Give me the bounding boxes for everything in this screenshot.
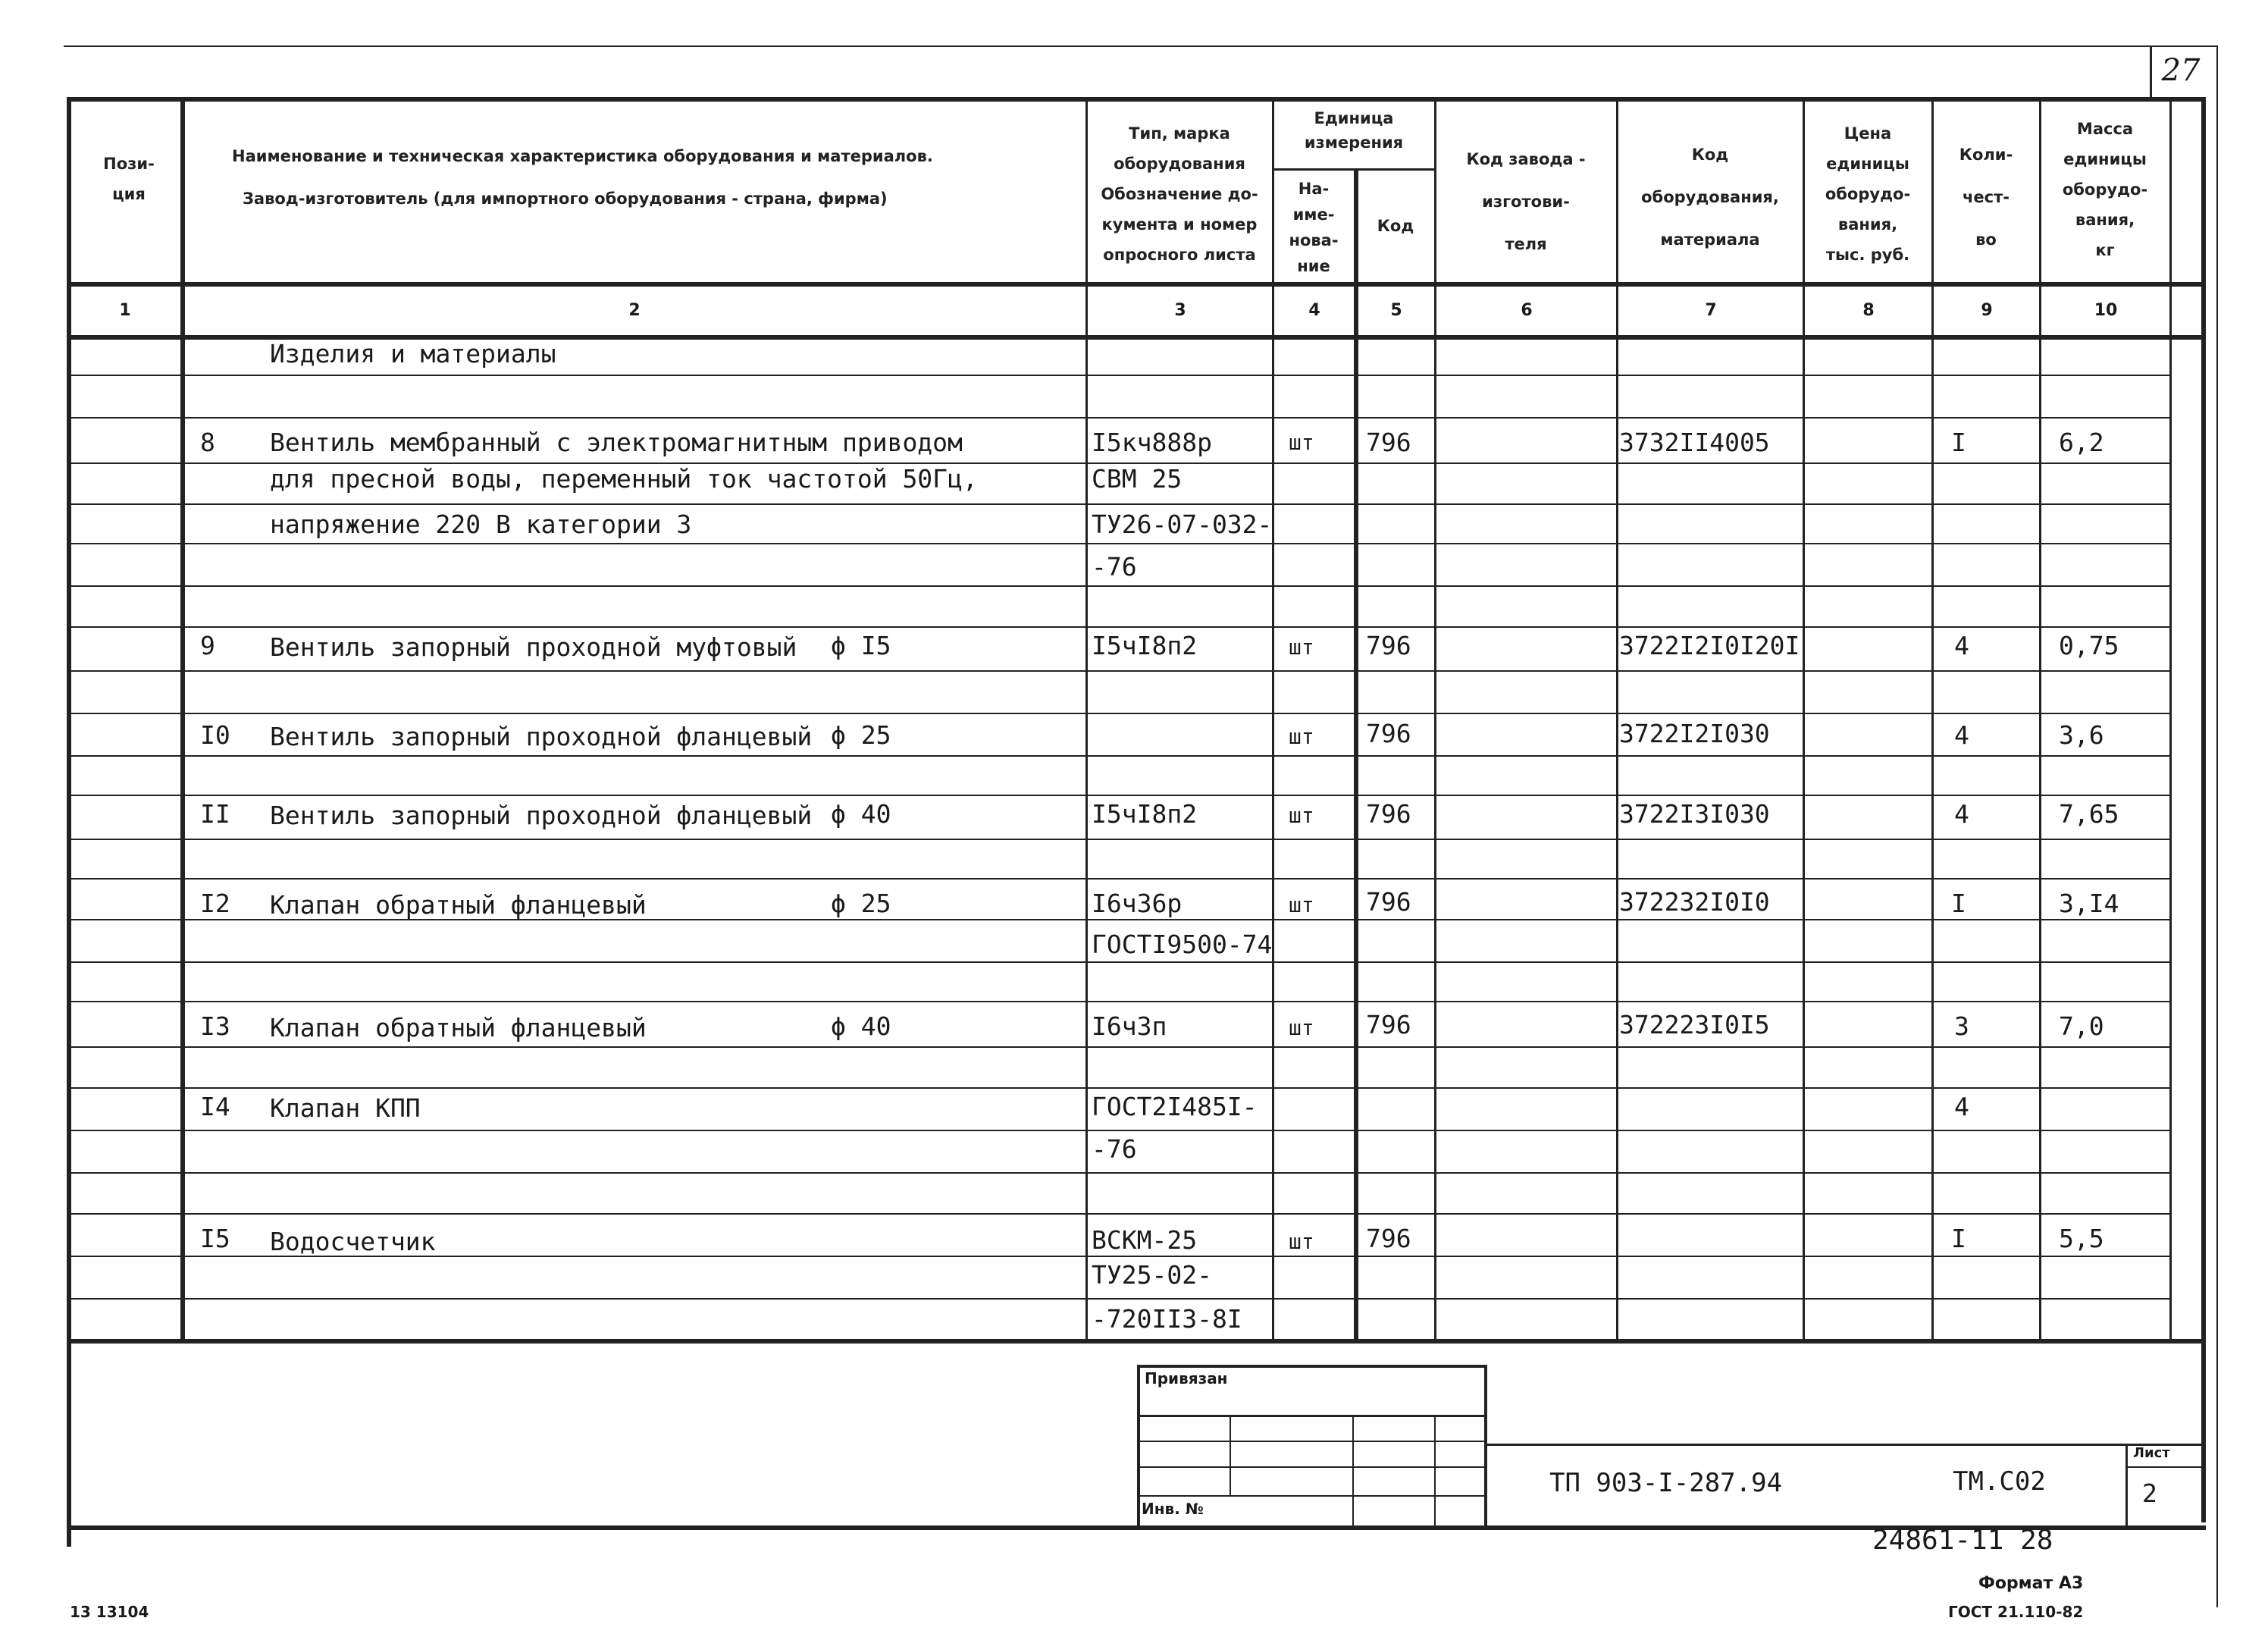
table-bottom-line <box>70 1339 2201 1344</box>
row-line <box>70 417 2169 419</box>
table-row-name: Водосчетчик <box>270 1227 436 1256</box>
sheet-code: ТМ.С02 <box>1953 1466 2046 1497</box>
colnum-10: 10 <box>2094 301 2118 320</box>
table-row-type: ГОСТ2I485I- <box>1092 1092 1258 1121</box>
stamp-privyazan: Привязан <box>1145 1369 1228 1387</box>
list-number: 2 <box>2142 1478 2157 1508</box>
stamp-line <box>1137 1441 1486 1442</box>
table-row-dn: ϕ I5 <box>831 631 891 660</box>
table-row-qty: 4 <box>1954 720 1969 750</box>
table-row-type: ГОСТI9500-74 <box>1092 930 1273 959</box>
frame-top <box>67 97 2206 102</box>
table-row-name: для пресной воды, переменный ток частотой 50Гц, <box>270 464 978 494</box>
row-line <box>70 1001 2169 1002</box>
table-row-mat-code: 3722I2I030 <box>1619 719 1770 748</box>
table-row-pos: 8 <box>200 428 215 457</box>
stamp-line <box>1137 1415 1486 1417</box>
table-row-mass: 7,65 <box>2059 799 2119 829</box>
table-row-mass: 6,2 <box>2059 428 2104 457</box>
table-row-type: ВСКМ-25 <box>1092 1225 1198 1255</box>
table-row-qty: I <box>1951 889 1966 918</box>
unit-group-line <box>1272 168 1434 171</box>
row-line <box>70 670 2169 672</box>
stamp-inv: Инв. № <box>1142 1500 1204 1518</box>
page-number-box-left <box>2150 47 2152 97</box>
table-row-mat-code: 3732II4005 <box>1619 428 1770 457</box>
row-line <box>70 585 2169 587</box>
outer-right-line <box>2216 45 2218 1607</box>
colnum-1: 1 <box>119 301 131 320</box>
table-row-dn: ϕ 40 <box>831 1011 891 1041</box>
row-line <box>70 961 2169 963</box>
table-row-name: Вентиль запорный проходной фланцевый <box>270 801 813 830</box>
stamp-left <box>1137 1365 1140 1525</box>
table-row-type: СВМ 25 <box>1092 464 1183 494</box>
row-line <box>70 1172 2169 1174</box>
header-type: Тип, марка оборудования Обозначение до- кумента и номер опросного листа <box>1101 124 1258 264</box>
left-code: 13 13104 <box>70 1603 149 1621</box>
table-row-type: ТУ26-07-032- <box>1092 510 1273 539</box>
row-line <box>70 878 2169 880</box>
table-row-code: 796 <box>1366 799 1411 829</box>
table-row-name: Вентиль запорный проходной фланцевый <box>270 722 813 751</box>
header-position: Пози- ция <box>103 155 155 203</box>
gost-label: ГОСТ 21.110-82 <box>1948 1603 2084 1621</box>
table-row-qty: 4 <box>1954 799 1969 829</box>
table-row-qty: 4 <box>1954 1092 1969 1121</box>
table-row-name: Клапан КПП <box>270 1093 421 1123</box>
table-row-mat-code: 3722I3I030 <box>1619 799 1770 829</box>
table-row-mat-code: 372232I0I0 <box>1619 887 1770 917</box>
table-row-pos: I5 <box>200 1224 230 1253</box>
table-row-pos: 9 <box>200 631 215 660</box>
row-line <box>70 839 2169 840</box>
header-unit-group: Единица измерения <box>1304 109 1404 152</box>
frame-right <box>2201 97 2206 1522</box>
table-row-pos: II <box>200 799 230 829</box>
outer-top-line <box>64 45 2216 47</box>
colnum-3: 3 <box>1174 301 1186 320</box>
row-line <box>70 626 2169 628</box>
table-row-type: I5кч888р <box>1092 428 1212 457</box>
title-block-top <box>1486 1444 2201 1446</box>
table-row-name: Вентиль запорный проходной муфтовый <box>270 632 797 662</box>
table-row-code: 796 <box>1366 428 1411 457</box>
section-title: Изделия и материалы <box>270 339 556 368</box>
colnum-8: 8 <box>1862 301 1875 320</box>
header-factory-code: Код завода - изготови- теля <box>1466 150 1586 253</box>
stamp-col <box>1230 1415 1231 1495</box>
colnum-6: 6 <box>1521 301 1533 320</box>
table-row-type: -720II3-8I <box>1092 1304 1242 1334</box>
table-row-type: I6ч3п <box>1092 1011 1167 1041</box>
table-row-dn: ϕ 40 <box>831 799 891 829</box>
colnum-9: 9 <box>1981 301 1993 320</box>
table-row-mass: 3,I4 <box>2059 889 2119 918</box>
header-unit-name: На- име- нова- ние <box>1289 180 1339 275</box>
table-row-type: -76 <box>1092 1134 1137 1164</box>
table-row-type: I5чI8п2 <box>1092 631 1198 660</box>
format-label: Формат А3 <box>1978 1574 2084 1593</box>
table-row-type: ТУ25-02- <box>1092 1260 1212 1290</box>
page-number: 27 <box>2161 53 2201 88</box>
doc-code: ТП 903-I-287.94 <box>1549 1468 1783 1498</box>
table-row-code: 796 <box>1366 1010 1411 1039</box>
header-quantity: Коли- чест- во <box>1959 146 2013 249</box>
table-row-type: I6ч36р <box>1092 889 1183 918</box>
row-line <box>70 713 2169 714</box>
table-row-qty: I <box>1951 1224 1966 1253</box>
col-line-4 <box>1354 168 1358 1340</box>
table-row-unit: шт <box>1289 430 1314 455</box>
table-row-name: напряжение 220 В категории 3 <box>270 510 692 539</box>
table-row-unit: шт <box>1289 892 1314 917</box>
row-line <box>70 795 2169 796</box>
table-row-qty: 3 <box>1954 1011 1969 1041</box>
colnum-4: 4 <box>1308 301 1320 320</box>
table-row-dn: ϕ 25 <box>831 889 891 918</box>
table-row-mat-code: 3722I2I0I20I <box>1619 631 1800 660</box>
table-row-unit: шт <box>1289 803 1314 828</box>
table-row-unit: шт <box>1289 635 1314 660</box>
table-row-name: Вентиль мембранный с электромагнитным приводом <box>270 428 963 457</box>
table-row-pos: I0 <box>200 720 230 750</box>
row-line <box>70 1046 2169 1048</box>
row-line <box>70 1213 2169 1215</box>
stamp-col <box>1352 1415 1354 1525</box>
list-box-left <box>2125 1444 2128 1525</box>
stamp-line <box>1137 1466 1486 1468</box>
row-line <box>70 755 2169 757</box>
header-price: Цена единицы оборудо- вания, тыс. руб. <box>1825 124 1911 264</box>
table-row-code: 796 <box>1366 1224 1411 1253</box>
table-row-code: 796 <box>1366 719 1411 748</box>
row-line <box>70 1298 2169 1300</box>
row-line <box>70 543 2169 544</box>
header-mass: Масса единицы оборудо- вания, кг <box>2062 120 2148 259</box>
table-row-type: -76 <box>1092 552 1137 582</box>
table-row-unit: шт <box>1289 724 1314 749</box>
table-row-mass: 3,6 <box>2059 720 2104 750</box>
stamp-col <box>1434 1415 1436 1525</box>
table-row-dn: ϕ 25 <box>831 720 891 750</box>
table-row-pos: I2 <box>200 889 230 918</box>
row-line <box>70 1130 2169 1131</box>
table-row-mass: 0,75 <box>2059 631 2119 660</box>
row-line <box>70 375 2169 376</box>
table-row-type: I5чI8п2 <box>1092 799 1198 829</box>
stamp-top <box>1137 1365 1486 1368</box>
archive-number: 24861-11 28 <box>1872 1525 2053 1556</box>
header-material-code: Код оборудования, материала <box>1641 146 1779 249</box>
row-line <box>70 1087 2169 1089</box>
list-box-mid <box>2125 1466 2201 1468</box>
table-row-qty: 4 <box>1954 631 1969 660</box>
colnum-5: 5 <box>1390 301 1402 320</box>
table-row-mass: 5,5 <box>2059 1224 2104 1253</box>
table-row-pos: I4 <box>200 1092 230 1121</box>
header-bottom-line <box>67 282 2206 287</box>
table-row-code: 796 <box>1366 631 1411 660</box>
table-row-name: Клапан обратный фланцевый <box>270 1013 647 1043</box>
table-row-qty: I <box>1951 428 1966 457</box>
table-row-pos: I3 <box>200 1011 230 1041</box>
table-row-unit: шт <box>1289 1015 1314 1040</box>
table-row-name: Клапан обратный фланцевый <box>270 890 647 920</box>
table-row-unit: шт <box>1289 1229 1314 1254</box>
header-name: Наименование и техническая характеристика оборудования и материалов. Завод-изготовитель (для импортного оборудования - страна, фирма) <box>232 147 933 208</box>
list-label: Лист <box>2133 1445 2170 1461</box>
header-unit-code: Код <box>1377 217 1414 235</box>
table-row-code: 796 <box>1366 887 1411 917</box>
row-line <box>70 503 2169 505</box>
table-row-mat-code: 372223I0I5 <box>1619 1010 1770 1039</box>
stamp-line <box>1137 1495 1486 1497</box>
table-row-mass: 7,0 <box>2059 1011 2104 1041</box>
colnum-2: 2 <box>628 301 641 320</box>
colnum-7: 7 <box>1705 301 1717 320</box>
